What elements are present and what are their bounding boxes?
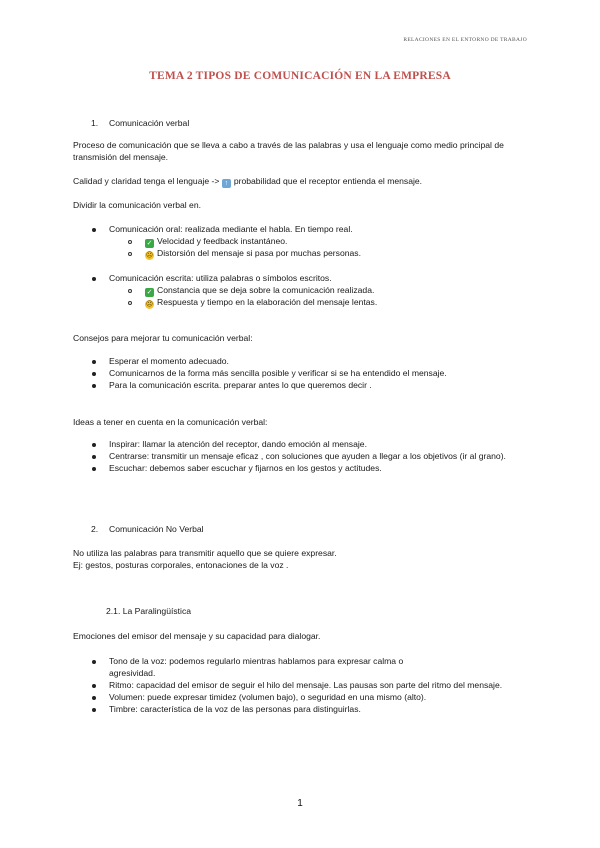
- quality-before: Calidad y claridad tenga el lenguaje ->: [73, 176, 220, 186]
- subsection-heading: 2.1. La Paralingüística: [106, 606, 192, 616]
- bullet-icon: [92, 708, 96, 712]
- subsection-intro: Emociones del emisor del mensaje y su capacidad para dialogar.: [73, 631, 321, 641]
- para-item-ritmo: Ritmo: capacidad del emisor de seguir el hilo del mensaje. Las pausas son parte del ritmo del mensaje.: [109, 680, 503, 690]
- bullet-icon: [92, 384, 96, 388]
- type-oral-pro-text: Velocidad y feedback instantáneo.: [157, 236, 288, 246]
- section-2-heading: Comunicación No Verbal: [109, 524, 204, 534]
- divide-line: Dividir la comunicación verbal en.: [73, 200, 202, 210]
- idea-item: Escuchar: debemos saber escuchar y fijarnos en los gestos y actitudes.: [109, 463, 382, 473]
- sad-face-icon: ☹: [145, 252, 154, 259]
- tip-item: Para la comunicación escrita. preparar antes lo que queremos decir .: [109, 380, 372, 390]
- idea-item: Centrarse: transmitir un mensaje eficaz , con soluciones que ayuden a llegar a los objetivos (ir al grano).: [109, 451, 506, 461]
- bullet-icon: [92, 696, 96, 700]
- type-written-pro-text: Constancia que se deja sobre la comunicación realizada.: [157, 285, 375, 295]
- section-2-number: 2.: [91, 524, 99, 534]
- type-written-con-text: Respuesta y tiempo en la elaboración del mensaje lentas.: [157, 297, 378, 307]
- type-oral-pro: [145, 236, 287, 248]
- type-written-pro: [145, 285, 374, 297]
- bullet-icon: [92, 277, 96, 281]
- type-oral-con-text: Distorsión del mensaje si pasa por muchas personas.: [157, 248, 361, 258]
- para-item-timbre: Timbre: característica de la voz de las personas para distinguirlas.: [109, 704, 361, 714]
- ideas-heading: Ideas a tener en cuenta en la comunicación verbal:: [73, 417, 268, 427]
- bullet-icon: [92, 455, 96, 459]
- bullet-icon: [92, 684, 96, 688]
- up-arrow-icon: ↑: [222, 179, 231, 188]
- para-item-volumen: Volumen: puede expresar timidez (volumen bajo), o seguridad en una mismo (alto).: [109, 692, 427, 702]
- section-1-heading: Comunicación verbal: [109, 118, 190, 128]
- page-number: 1: [297, 798, 303, 809]
- idea-item: Inspirar: llamar la atención del receptor, dando emoción al mensaje.: [109, 439, 367, 449]
- running-header: RELACIONES EN EL ENTORNO DE TRABAJO: [403, 37, 527, 43]
- nonverbal-line-2: Ej: gestos, posturas corporales, entonaciones de la voz .: [73, 560, 289, 570]
- para-item-tono: Tono de la voz: podemos regularlo mientras hablamos para expresar calma o: [109, 656, 404, 666]
- nonverbal-line-1: No utiliza las palabras para transmitir aquello que se quiere expresar.: [73, 548, 337, 558]
- sad-face-icon: ☹: [145, 301, 154, 308]
- quality-line: [73, 176, 422, 188]
- type-written-label: Comunicación escrita: utiliza palabras o símbolos escritos.: [109, 273, 332, 283]
- bullet-icon: [92, 360, 96, 364]
- bullet-icon: [92, 467, 96, 471]
- type-written-con: [145, 297, 377, 309]
- type-oral-con: [145, 248, 361, 260]
- circle-bullet-icon: [128, 301, 132, 305]
- bullet-icon: [92, 443, 96, 447]
- section-1-number: 1.: [91, 118, 99, 128]
- bullet-icon: [92, 228, 96, 232]
- bullet-icon: [92, 372, 96, 376]
- quality-after: probabilidad que el receptor entienda el mensaje.: [233, 176, 423, 186]
- bullet-icon: [92, 660, 96, 664]
- page-title: TEMA 2 TIPOS DE COMUNICACIÓN EN LA EMPRESA: [149, 70, 451, 82]
- circle-bullet-icon: [128, 289, 132, 293]
- circle-bullet-icon: [128, 240, 132, 244]
- type-oral-label: Comunicación oral: realizada mediante el habla. En tiempo real.: [109, 224, 353, 234]
- definition-line-1: Proceso de comunicación que se lleva a cabo a través de las palabras y usa el lenguaje como medio principal de: [73, 140, 504, 150]
- tip-item: Comunicarnos de la forma más sencilla posible y verificar si se ha entendido el mensaje.: [109, 368, 447, 378]
- tip-item: Esperar el momento adecuado.: [109, 356, 229, 366]
- circle-bullet-icon: [128, 252, 132, 256]
- check-icon: ✓: [146, 240, 153, 247]
- para-item-tono-cont: agresividad.: [109, 668, 156, 678]
- definition-line-2: transmisión del mensaje.: [73, 152, 169, 162]
- tips-heading: Consejos para mejorar tu comunicación verbal:: [73, 333, 253, 343]
- check-icon: ✓: [146, 289, 153, 296]
